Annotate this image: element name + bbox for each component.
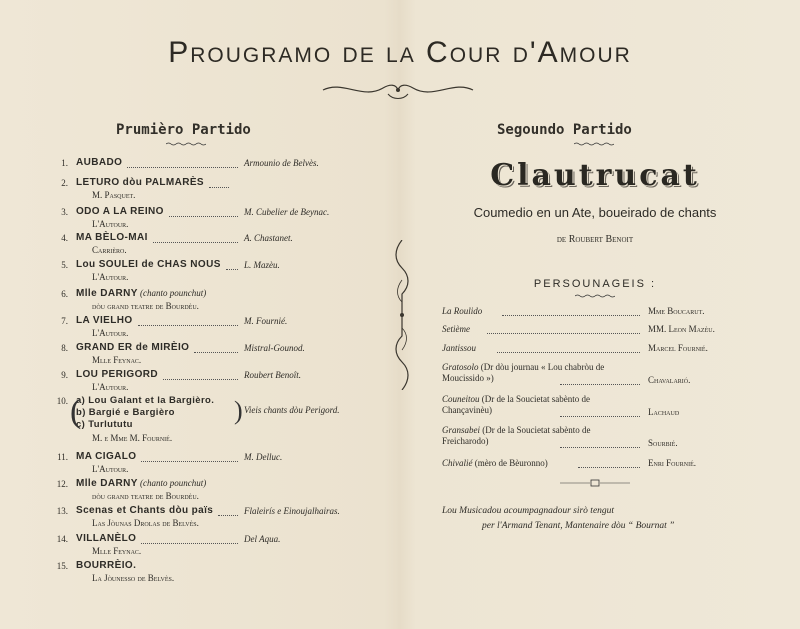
leader-dots bbox=[209, 179, 229, 188]
sub-item-name: b) Bargié e Bargièro bbox=[76, 407, 175, 418]
cast-ornament bbox=[575, 294, 615, 298]
item-performer: M. Pasquet. bbox=[92, 190, 136, 200]
item-name: AUBADO bbox=[76, 157, 123, 168]
item-name: Lou SOULEI de CHAS NOUS bbox=[76, 259, 221, 270]
leader-dots bbox=[226, 261, 238, 270]
leader-dots bbox=[169, 208, 238, 217]
item-author: Flaleirís e Einoujalhairas. bbox=[244, 506, 340, 516]
item-name: VILLANÈLO bbox=[76, 533, 137, 544]
item-author: Vieis chants dòu Perigord. bbox=[244, 405, 340, 415]
first-part-heading: Prumièro Partido bbox=[116, 122, 251, 138]
first-part-ornament bbox=[166, 142, 206, 146]
item-number: 4. bbox=[61, 233, 68, 243]
item-number: 10. bbox=[56, 396, 68, 406]
leader-dots bbox=[497, 344, 640, 353]
cast-actor: Sourbié. bbox=[648, 438, 678, 448]
cast-actor: Marcel Fournié. bbox=[648, 343, 708, 353]
leader-dots bbox=[560, 408, 640, 417]
item-number: 8. bbox=[61, 343, 68, 353]
item-performer: L'Autour. bbox=[92, 464, 129, 474]
item-name: Mlle DARNY (chanto pounchut) bbox=[76, 478, 207, 489]
cast-heading: PERSOUNAGEIS : bbox=[533, 278, 657, 290]
footer-line-2: per l'Armand Tenant, Mantenaire dòu “ Bournat ” bbox=[482, 521, 675, 531]
item-author: L. Mazèu. bbox=[244, 260, 280, 270]
title-flourish bbox=[318, 78, 478, 102]
item-name: GRAND ER de MIRÈIO bbox=[76, 342, 190, 353]
leader-dots bbox=[141, 535, 238, 544]
item-performer: L'Autour. bbox=[92, 272, 129, 282]
item-name: ODO A LA REINO bbox=[76, 206, 164, 217]
item-name: LA VIELHO bbox=[76, 315, 133, 326]
item-number: 9. bbox=[61, 370, 68, 380]
leader-dots bbox=[560, 439, 640, 448]
cast-actor: Lachaud bbox=[648, 407, 680, 417]
item-name: LETURO dòu PALMARÈS bbox=[76, 177, 204, 188]
item-name: BOURRÈIO. bbox=[76, 560, 137, 571]
item-performer: Mlle Feynac. bbox=[92, 355, 142, 365]
leader-dots bbox=[487, 325, 640, 334]
cast-actor: Chavalarió. bbox=[648, 375, 691, 385]
item-author: A. Chastanet. bbox=[244, 233, 293, 243]
center-divider-ornament bbox=[392, 240, 412, 390]
item-performer: La Jòunesso de Belvès. bbox=[92, 573, 175, 583]
item-name: Scenas et Chants dòu païs bbox=[76, 505, 214, 516]
leader-dots bbox=[138, 317, 238, 326]
cast-role: La Roulido bbox=[442, 306, 483, 316]
item-performer: M. e Mme M. Fournié. bbox=[92, 433, 173, 443]
item-number: 6. bbox=[61, 289, 68, 299]
item-author: M. Cubelier de Beynac. bbox=[244, 207, 330, 217]
play-author: de Roubert Benoit bbox=[556, 234, 634, 245]
footer-line-1: Lou Musicadou acoumpagnadour sirò tengut bbox=[442, 506, 615, 516]
sub-item-name: c) Turlututu bbox=[76, 419, 133, 430]
item-author: Roubert Benoît. bbox=[244, 370, 301, 380]
item-number: 5. bbox=[61, 260, 68, 270]
item-number: 3. bbox=[61, 207, 68, 217]
cast-actor: MM. Leon Mazèu. bbox=[648, 324, 715, 334]
leader-dots bbox=[218, 507, 238, 516]
item-performer: dòu grand teatre de Bourdèu. bbox=[92, 491, 199, 501]
item-author: M. Fournié. bbox=[244, 316, 288, 326]
leader-dots bbox=[194, 344, 238, 353]
cast-actor: Enri Fournié. bbox=[648, 458, 696, 468]
leader-dots bbox=[127, 159, 238, 168]
item-author: Armounio de Belvès. bbox=[244, 158, 319, 168]
cast-role: Couneitou (Dr de la Soucietat sabènto de Chançavinèu) bbox=[442, 394, 590, 415]
page-title: Prougramo de la Cour d'Amour bbox=[168, 36, 632, 69]
leader-dots bbox=[163, 371, 238, 380]
item-performer: Mlle Feynac. bbox=[92, 546, 142, 556]
cast-actor: Mme Boucarut. bbox=[648, 306, 705, 316]
item-number: 1. bbox=[61, 158, 68, 168]
item-number: 15. bbox=[56, 561, 68, 571]
item-name: LOU PERIGORD bbox=[76, 369, 159, 380]
cast-role: Chivalié (mèro de Bèuronno) bbox=[442, 458, 548, 468]
item-name: MA CIGALO bbox=[76, 451, 137, 462]
brace-right: ) bbox=[234, 396, 243, 425]
play-subtitle: Coumedio en un Ate, boueirado de chants bbox=[473, 205, 717, 220]
leader-dots bbox=[578, 459, 641, 468]
leader-dots bbox=[141, 453, 238, 462]
cast-role: Setième bbox=[442, 324, 470, 334]
brace-left: ( bbox=[70, 393, 82, 430]
item-number: 14. bbox=[56, 534, 68, 544]
item-performer: L'Autour. bbox=[92, 219, 129, 229]
cast-role: Jantissou bbox=[442, 343, 477, 353]
item-performer: Carrièro. bbox=[92, 245, 127, 255]
item-number: 7. bbox=[61, 316, 68, 326]
leader-dots bbox=[153, 234, 238, 243]
item-author: Mistral-Gounod. bbox=[244, 343, 305, 353]
item-performer: L'Autour. bbox=[92, 328, 129, 338]
item-author: Del Aqua. bbox=[244, 534, 281, 544]
cast-role: Gransabei (Dr de la Soucietat sabènto de Freicharodo) bbox=[442, 425, 591, 446]
play-title: Clautrucat bbox=[490, 158, 700, 193]
item-performer: dòu grand teatre de Bourdèu. bbox=[92, 301, 199, 311]
sub-item-name: a) Lou Galant et la Bargièro. bbox=[76, 395, 215, 406]
item-author: M. Delluc. bbox=[244, 452, 283, 462]
item-number: 13. bbox=[56, 506, 68, 516]
item-name: Mlle DARNY (chanto pounchut) bbox=[76, 288, 207, 299]
item-performer: L'Autour. bbox=[92, 382, 129, 392]
cast-end-ornament bbox=[560, 478, 630, 488]
item-number: 12. bbox=[56, 479, 68, 489]
second-part-ornament bbox=[574, 142, 614, 146]
leader-dots bbox=[502, 307, 640, 316]
item-performer: Las Jòunas Drolas de Belvès. bbox=[92, 518, 199, 528]
cast-role: Gratosolo (Dr dòu journau « Lou chabròu de Moucissido ») bbox=[442, 362, 605, 383]
item-number: 2. bbox=[61, 178, 68, 188]
item-number: 11. bbox=[57, 452, 68, 462]
item-name: MA BÈLO-MAI bbox=[76, 232, 148, 243]
second-part-heading: Segoundo Partido bbox=[497, 122, 632, 138]
leader-dots bbox=[560, 376, 640, 385]
